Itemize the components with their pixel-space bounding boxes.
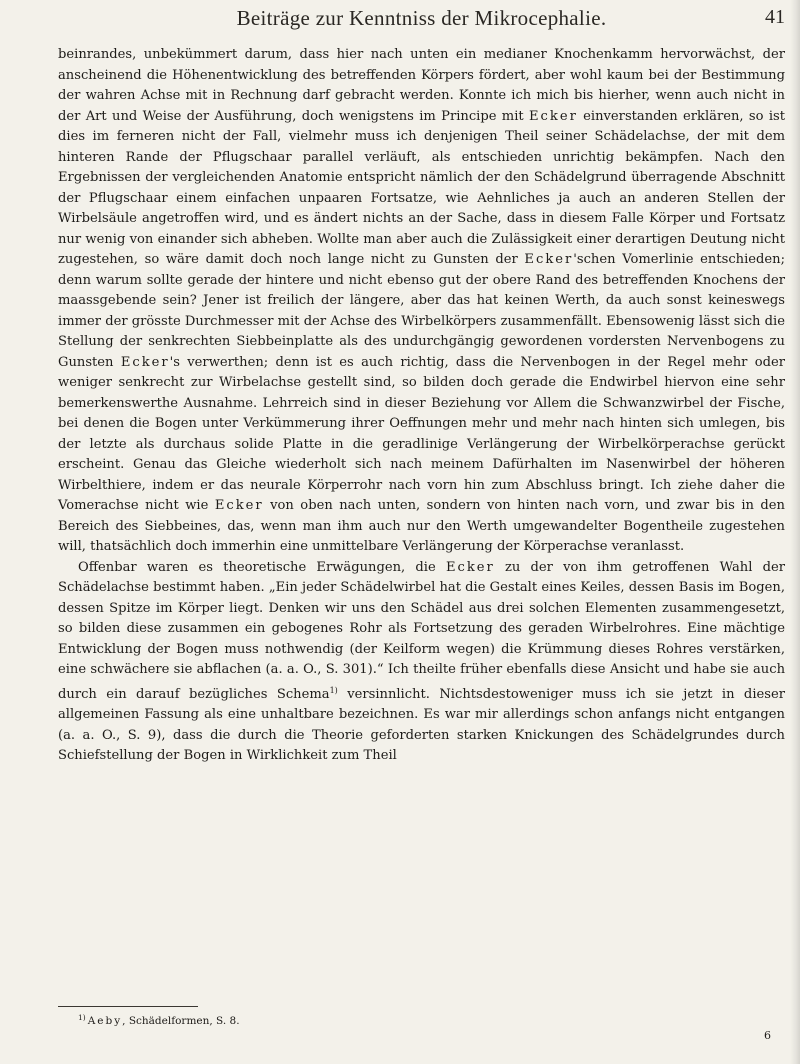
text-run: versinnlicht. Nichtsdestoweniger muss ich sie jetzt in dieser allgemeinen Fassung als eine unhaltbare bezeichnen. Es war mir allerdings schon anfangs nicht entgangen (a. a. O., S. 9), dass die durch die Theorie geforderten starken Knickungen des Schädelgrundes durch Schiefstellung der Bogen in Wirklichkeit zum Theil	[58, 686, 785, 763]
footnote-text: , Schädelformen, S. 8.	[122, 1015, 240, 1027]
text-run: beinrandes, unbekümmert darum, dass hier nach unten ein medianer Knochenkamm hervorwächst, der anscheinend die Höhenentwicklung des betreffenden Körpers fördert, aber wohl kaum bei der Bestimmung der wahren Achse mit in Rechnung darf gebracht werden. Konnte ich mich bis hierher, wenn auch nicht in der Art und Weise der Ausführung, doch wenigstens im Principe mit	[58, 47, 785, 124]
sheet-number: 6	[764, 1029, 771, 1042]
body-text	[58, 45, 785, 767]
author-name: Ecker	[120, 354, 170, 370]
footnote	[78, 1011, 240, 1028]
author-name: Ecker	[214, 498, 264, 513]
footnote-marker: 1)	[78, 1013, 86, 1022]
text-run: zu der von ihm getroffenen Wahl der Schädelachse bestimmt haben. „Ein jeder Schädelwirbel hat die Gestalt eines Keiles, dessen Basis im Bogen, dessen Spitze im Körper liegt. Denken wir uns den Schädel aus drei solchen Elementen zusammengesetzt, so bilden diese zusammen ein gebogenes Rohr als Fortsetzung des geraden Wirbelrohres. Eine mächtige Entwicklung der Bogen muss nothwendig (der Keilform wegen) die Krümmung dieses Rohres verstärken, eine schwächere sie abflachen (a. a. O., S. 301).“ Ich theilte früher ebenfalls diese Ansicht und habe sie auch durch ein darauf bezügliches Schema	[58, 559, 785, 702]
text-run: 's verwerthen; denn ist es auch richtig, dass die Nervenbogen in der Regel mehr oder weniger senkrecht zur Wirbelachse gestellt sind, so bilden doch gerade die Endwirbel hiervon eine sehr bemerkenswerthe Ausnahme. Lehrreich sind in dieser Beziehung vor Allem die Schwanzwirbel der Fische, bei denen die Bogen unter Verkümmerung ihrer Oeffnungen mehr und mehr nach hinten sich umlegen, bis der letzte als durchaus solide Platte in die geradlinige Verlängerung der Wirbelkörperachse gerückt erscheint. Genau das Gleiche wiederholt sich nach meinem Dafürhalten im Nasenwirbel der höheren Wirbelthiere, indem er das neurale Körperrohr nach vorn hin zum Abschluss bringt. Ich ziehe daher die Vomerachse nicht wie	[58, 354, 785, 513]
author-name: Ecker	[524, 252, 574, 267]
page-edge-shadow	[790, 0, 800, 1064]
running-title: Beiträge zur Kenntniss der Mikrocephalie.	[236, 6, 607, 30]
text-run: 'schen Vomerlinie entschieden; denn warum sollte gerade der hintere und nicht ebenso gut der obere Rand des betreffenden Knochens der maassgebende sein? Jener ist freilich der längere, aber das hat keinen Werth, da auch sonst keineswegs immer der grösste Durchmesser mit der Achse des Wirbelkörpers zusammenfällt. Ebensowenig lässt sich die Stellung der senkrechten Siebbeinplatte als des undurchgängig gewordenen vordersten Nervenbogens zu Gunsten	[58, 252, 785, 370]
running-head	[58, 4, 785, 38]
footnote-rule	[58, 1006, 198, 1007]
text-run: von oben nach unten, sondern von hinten nach vorn, und zwar bis in den Bereich des Siebbeines, das, wenn man ihm auch nur den Werth umgewandelter Bogentheile zugestehen will, thatsächlich doch immerhin eine unmittelbare Verlängerung der Körperachse veranlasst.	[58, 498, 785, 554]
paragraph	[58, 558, 785, 767]
footnote-reference: 1)	[329, 685, 338, 695]
author-name: Ecker	[529, 108, 578, 124]
author-name: Ecker	[445, 559, 495, 575]
footnote-author: Aeby	[87, 1015, 123, 1027]
page-number: 41	[765, 6, 785, 28]
text-run: Offenbar waren es theoretische Erwägungen, die	[78, 559, 446, 575]
paragraph	[58, 45, 785, 558]
text-run: einverstanden erklären, so ist dies im ferneren nicht der Fall, vielmehr muss ich denjenigen Theil seiner Schädelachse, der mit dem hinteren Rande der Pflugschaar parallel verläuft, als entschieden unrichtig bekämpfen. Nach den Ergebnissen der vergleichenden Anatomie entspricht nämlich der den Schädelgrund überragende Abschnitt der Pflugschaar einem einfachen unpaaren Fortsatze, wie Aehnliches ja auch an anderen Stellen der Wirbelsäule angetroffen wird, und es ändert nichts an der Sache, dass in diesem Falle Körper und Fortsatz nur wenig von einander sich abheben. Wollte man aber auch die Zulässigkeit einer derartigen Deutung nicht zugestehen, so wäre damit doch noch lange nicht zu Gunsten der	[58, 108, 785, 267]
